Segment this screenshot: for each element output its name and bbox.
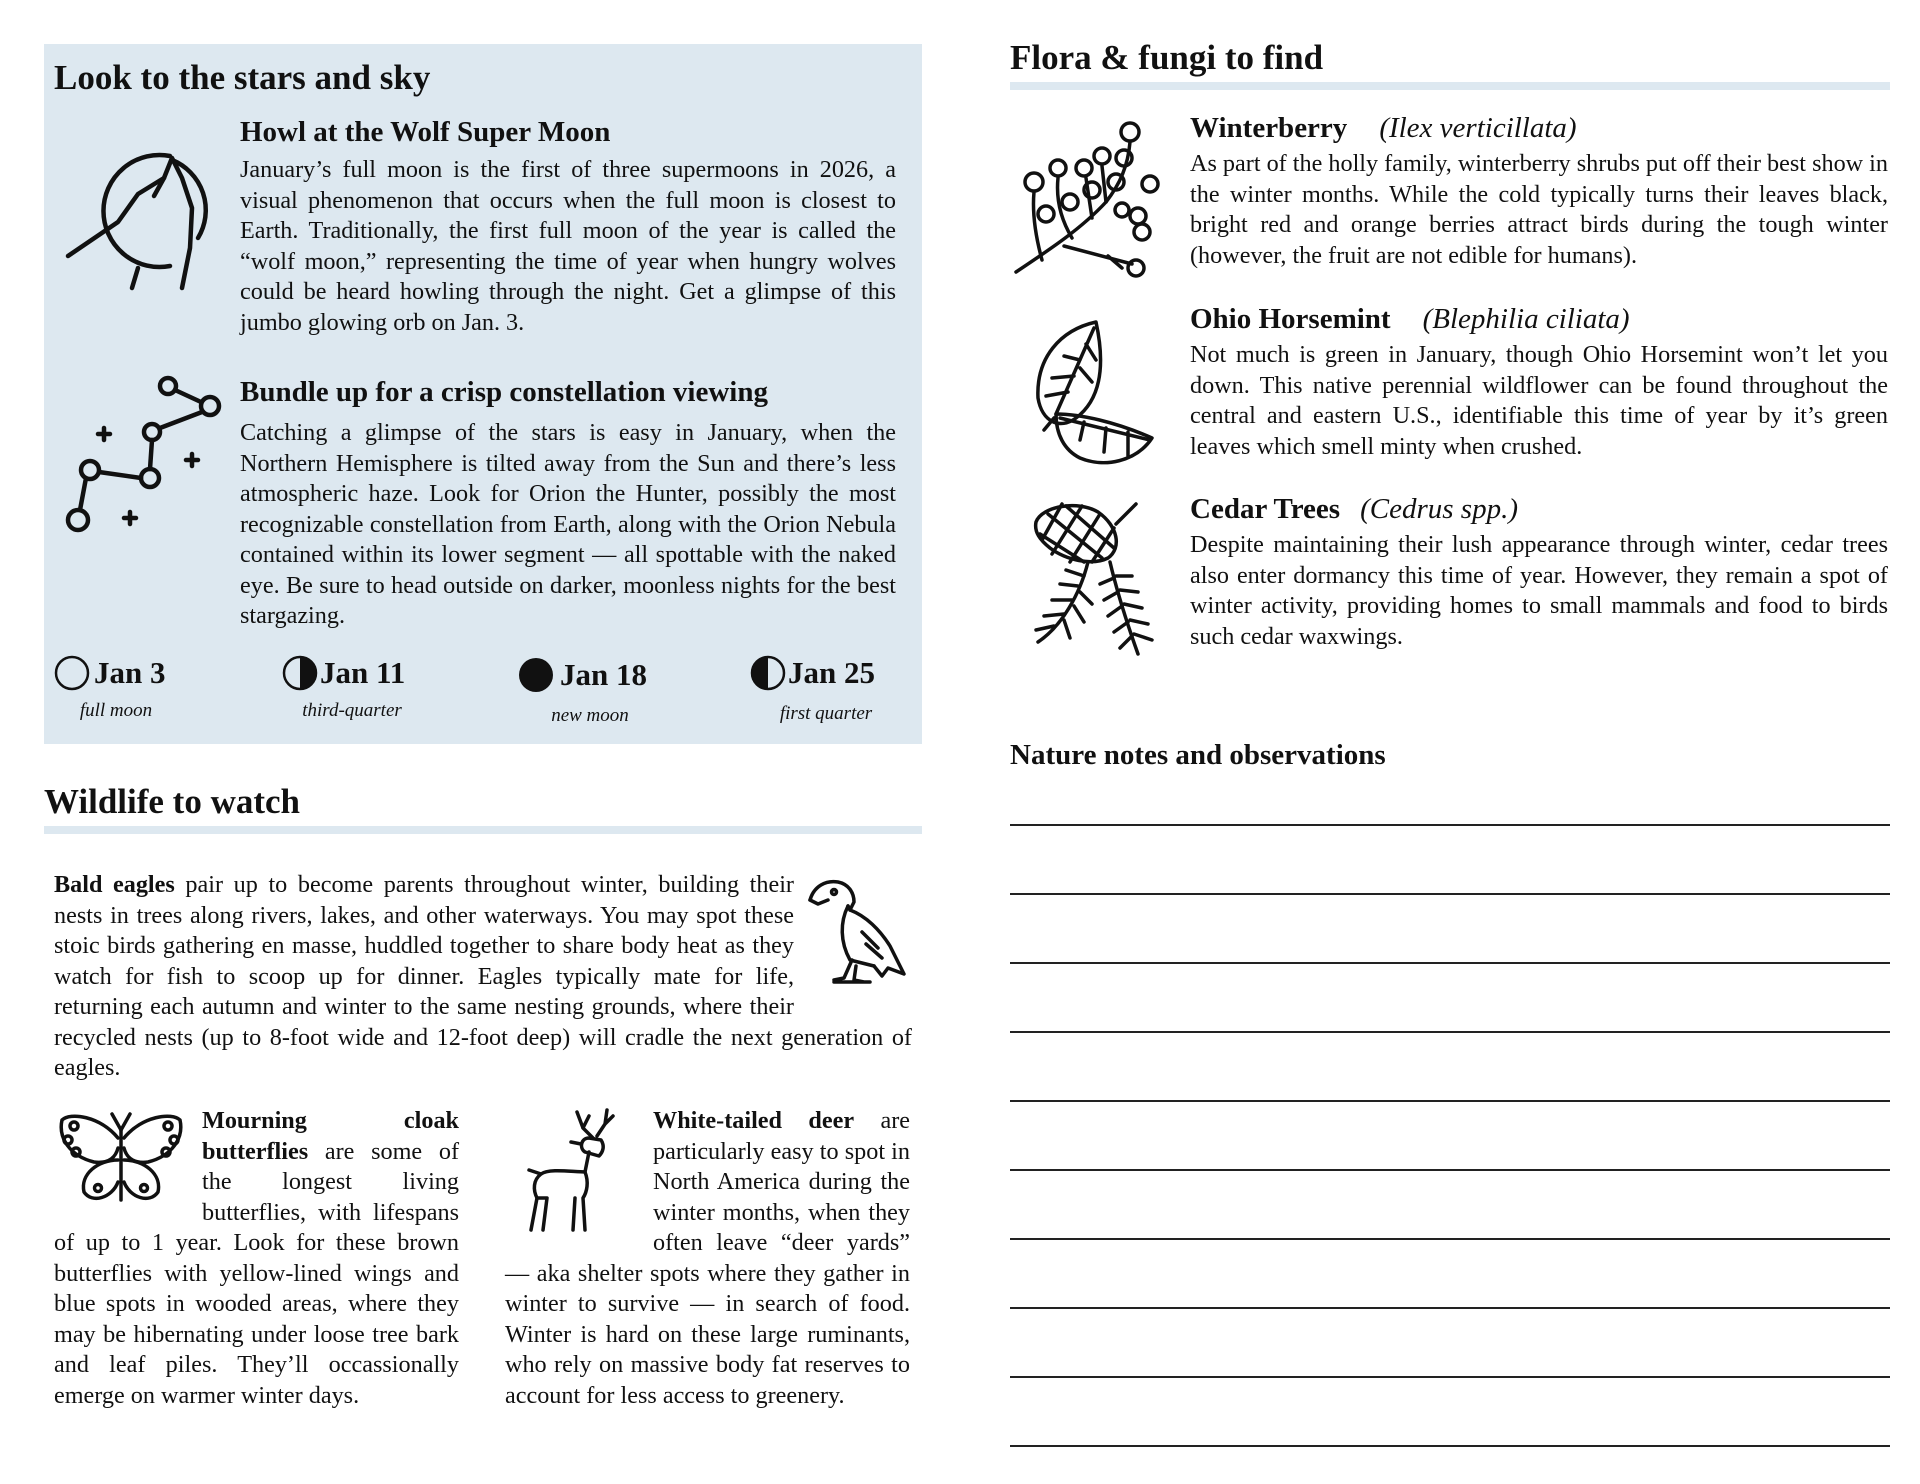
full-moon-icon — [54, 655, 90, 691]
deer-block — [505, 1106, 910, 1411]
flora-item-horsemint — [1190, 303, 1888, 462]
flora-name: Cedar Trees — [1190, 493, 1341, 525]
note-line[interactable] — [1010, 1031, 1890, 1033]
note-line[interactable] — [1010, 1169, 1890, 1171]
butterfly-block — [54, 1106, 459, 1411]
wolf-moon-icon — [60, 138, 210, 298]
flora-latin: (Ilex verticillata) — [1379, 112, 1577, 144]
note-line[interactable] — [1010, 1376, 1890, 1378]
constellation-heading: Bundle up for a crisp constellation viewing — [240, 376, 768, 408]
moon-label: third-quarter — [302, 700, 402, 721]
moon-phase-first-quarter — [750, 655, 900, 691]
horsemint-leaf-icon — [1020, 318, 1160, 470]
deer-body: are particularly easy to spot in North America during the winter months, when they often leave “deer yards” — aka shelter spots where they gather in winter to survive — in search of food. Winter is hard on these large ruminants, who rely on massive body fat reserves to account for less access to greenery. — [505, 1107, 911, 1409]
flora-latin: (Blephilia ciliata) — [1422, 303, 1630, 335]
moon-label: new moon — [551, 705, 629, 726]
flora-body: As part of the holly family, winterberry shrubs put off their best show in the winter months. While the cold typically turns their leaves black, bright red and orange berries attract birds during the tough winter (however, the fruit are not edible for humans). — [1190, 150, 1888, 269]
constellation-icon — [56, 372, 226, 542]
eagles-text — [54, 870, 912, 1084]
flora-title: Flora & fungi to find — [1010, 38, 1324, 77]
flora-name: Ohio Horsemint — [1190, 303, 1391, 335]
flora-latin: (Cedrus spp.) — [1360, 493, 1518, 525]
note-line[interactable] — [1010, 1100, 1890, 1102]
eagles-lead: Bald eagles — [54, 871, 175, 898]
note-line[interactable] — [1010, 1238, 1890, 1240]
butterfly-body: are some of the longest living butterflies, with lifespans of up to 1 year. Look for these brown butterflies with yellow-lined wings and blue spots in wooded areas, where they may be hibernating under loose tree bark and leaf piles. They’ll occassionally emerge on warmer winter days. — [54, 1137, 459, 1409]
moon-date: Jan 3 — [94, 655, 166, 690]
eagles-body: pair up to become parents throughout winter, building their nests in trees along rivers, lakes, and other waterways. You may spot these stoic birds gathering en masse, huddled together to share body heat as they watch for fish to scoop up for dinner. Eagles typically mate for life, returning each autumn and winter to the same nesting grounds, where their recycled nests (up to 8-foot wide and 12-foot deep) will cradle the next generation of eagles. — [54, 871, 912, 1081]
wolf-moon-heading: Howl at the Wolf Super Moon — [240, 116, 611, 148]
butterfly-icon — [54, 1108, 188, 1208]
wildlife-title: Wildlife to watch — [44, 782, 301, 821]
moon-phase-full — [54, 655, 184, 691]
third-quarter-moon-icon — [282, 655, 318, 691]
moon-phase-third-quarter — [282, 655, 432, 691]
eagles-block — [54, 870, 912, 1084]
note-line[interactable] — [1010, 824, 1890, 826]
cedar-branch-icon — [1022, 500, 1162, 660]
note-line[interactable] — [1010, 1307, 1890, 1309]
flora-name: Winterberry — [1190, 112, 1348, 144]
flora-body: Not much is green in January, though Ohio Horsemint won’t let you down. This native perennial wildflower can be found throughout the central and eastern U.S., identifiable this time of year by it’s green leaves which smell minty when crushed. — [1190, 341, 1888, 460]
note-line[interactable] — [1010, 1445, 1890, 1447]
deer-icon — [523, 1108, 633, 1233]
eagle-icon — [804, 870, 912, 992]
moon-phase-new — [518, 657, 668, 693]
flora-title-rule — [1010, 82, 1890, 90]
note-line[interactable] — [1010, 893, 1890, 895]
wildlife-title-rule — [44, 826, 922, 834]
flora-body: Despite maintaining their lush appearance through winter, cedar trees also enter dormancy this time of year. However, they remain a spot of winter activity, providing homes to small mammals and food to birds such cedar waxwings. — [1190, 531, 1888, 650]
moon-date: Jan 11 — [320, 655, 406, 690]
flora-item-winterberry — [1190, 112, 1888, 271]
moon-label: full moon — [79, 700, 153, 721]
notes-title: Nature notes and observations — [1010, 739, 1386, 771]
moon-date: Jan 25 — [788, 655, 875, 690]
butterfly-lead: Mourning cloak butterflies — [202, 1107, 459, 1165]
deer-lead: White-tailed deer — [653, 1107, 855, 1134]
sky-title: Look to the stars and sky — [54, 58, 431, 97]
first-quarter-moon-icon — [750, 655, 786, 691]
moon-date: Jan 18 — [560, 657, 647, 692]
flora-item-cedar — [1190, 493, 1888, 652]
moon-label: first quarter — [779, 703, 873, 724]
winterberry-icon — [1012, 118, 1162, 278]
constellation-body: Catching a glimpse of the stars is easy in January, when the Northern Hemisphere is tilted away from the Sun and there’s less atmospheric haze. Look for Orion the Hunter, possibly the most recognizable constellation from Earth, along with the Orion Nebula contained within its lower segment — all spottable with the naked eye. Be sure to head outside on darker, moonless nights for the best stargazing. — [240, 419, 896, 629]
wolf-moon-body: January’s full moon is the first of three supermoons in 2026, a visual phenomenon that occurs when the full moon is closest to Earth. Traditionally, the first full moon of the year is called the “wolf moon,” representing the time of year when hungry wolves could be heard howling through the night. Get a glimpse of this jumbo glowing orb on Jan. 3. — [240, 156, 896, 336]
note-line[interactable] — [1010, 962, 1890, 964]
new-moon-icon — [518, 657, 554, 693]
